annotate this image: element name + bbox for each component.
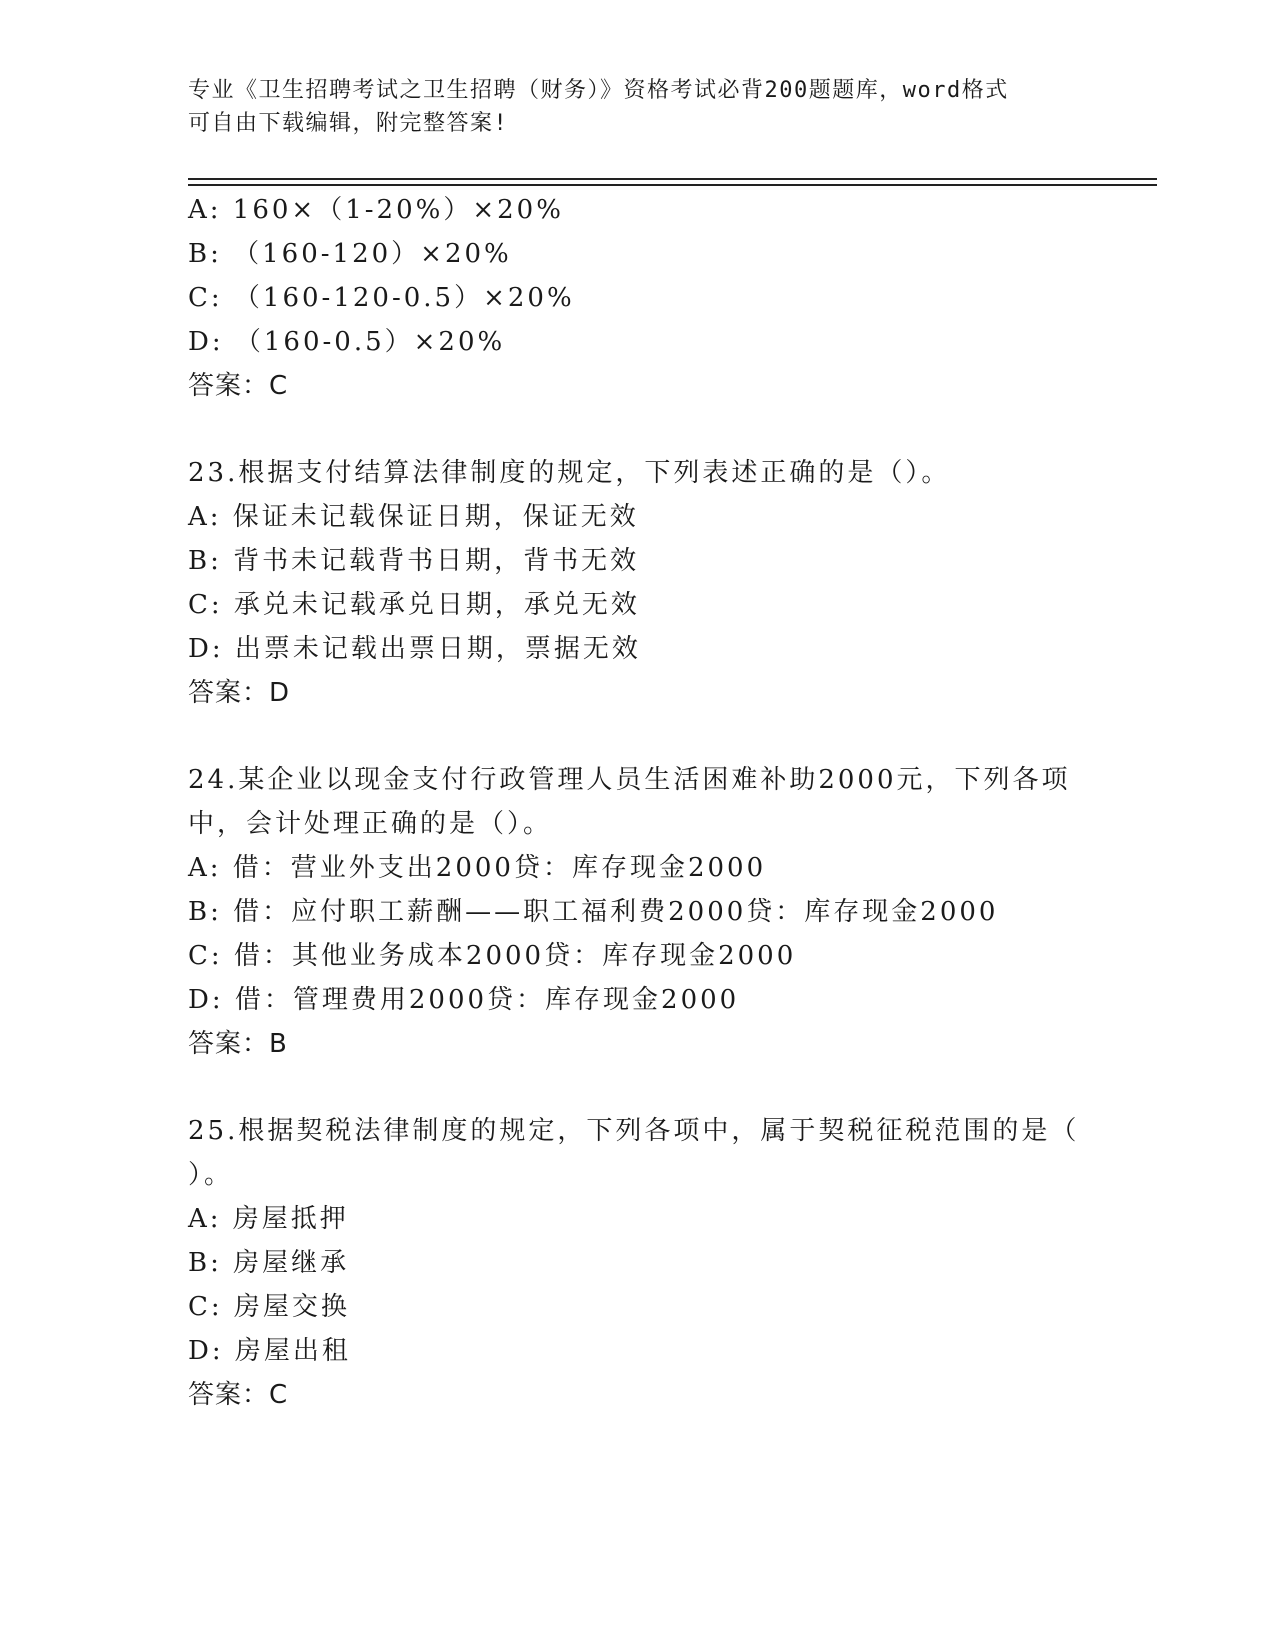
q23-answer: 答案：D — [188, 678, 291, 708]
q24-option-c: C: 借：其他业务成本2000贷：库存现金2000 — [188, 941, 797, 971]
q23-option-b: B: 背书未记载背书日期，背书无效 — [188, 546, 640, 576]
q25-answer: 答案：C — [188, 1380, 289, 1410]
q24-question-line-2: 中，会计处理正确的是（）。 — [188, 809, 553, 839]
q24-answer: 答案：B — [188, 1029, 288, 1059]
q24-option-d: D: 借：管理费用2000贷：库存现金2000 — [188, 985, 740, 1015]
document-header — [188, 74, 1088, 140]
q25-question-line-1: 25.根据契税法律制度的规定，下列各项中，属于契税征税范围的是（ — [188, 1116, 1080, 1146]
q25-option-d: D: 房屋出租 — [188, 1336, 351, 1366]
q23-option-a: A: 保证未记载保证日期，保证无效 — [188, 502, 639, 532]
header-divider-bottom — [188, 184, 1157, 186]
q22-option-d: D: （160-0.5）×20% — [188, 327, 506, 357]
q22-option-b: B: （160-120）×20% — [188, 239, 512, 269]
header-line-2: 可自由下载编辑，附完整答案! — [188, 111, 509, 136]
q24-question-line-1: 24.某企业以现金支付行政管理人员生活困难补助2000元，下列各项 — [188, 765, 1071, 795]
q25-option-a: A: 房屋抵押 — [188, 1204, 349, 1234]
q23-option-d: D: 出票未记载出票日期，票据无效 — [188, 634, 641, 664]
header-line-1: 专业《卫生招聘考试之卫生招聘（财务）》资格考试必背200题题库，word格式 — [188, 78, 1009, 103]
q24-option-b: B: 借：应付职工薪酬——职工福利费2000贷：库存现金2000 — [188, 897, 999, 927]
q22-answer: 答案：C — [188, 371, 289, 401]
q23-question: 23.根据支付结算法律制度的规定，下列表述正确的是（）。 — [188, 458, 951, 488]
q22-option-a: A: 160×（1-20%）×20% — [188, 195, 564, 225]
q22-option-c: C: （160-120-0.5）×20% — [188, 283, 575, 313]
q23-option-c: C: 承兑未记载承兑日期，承兑无效 — [188, 590, 640, 620]
q25-option-b: B: 房屋继承 — [188, 1248, 350, 1278]
header-divider-top — [188, 178, 1157, 180]
q24-option-a: A: 借：营业外支出2000贷：库存现金2000 — [188, 853, 767, 883]
q25-option-c: C: 房屋交换 — [188, 1292, 350, 1322]
q25-question-line-2: ）。 — [188, 1160, 234, 1190]
